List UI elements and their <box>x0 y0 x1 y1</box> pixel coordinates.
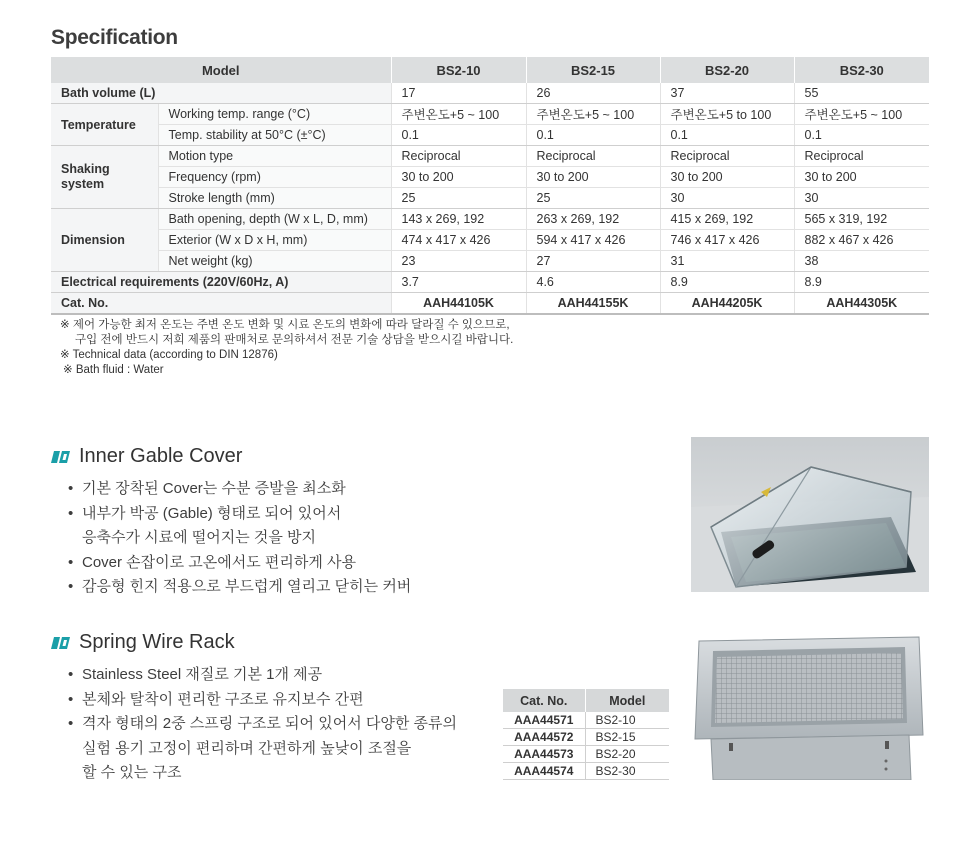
table-row <box>503 729 669 746</box>
row-label: Bath volume (L) <box>51 83 391 104</box>
row-sublabel: Frequency (rpm) <box>158 167 391 188</box>
bullet-continuation: 할 수 있는 구조 <box>82 764 182 781</box>
cell: 30 to 200 <box>391 167 526 188</box>
inner-gable-title <box>51 445 242 468</box>
table-row <box>503 763 669 780</box>
rack-cat-no: AAA44574 <box>503 763 585 780</box>
bullet-item <box>68 712 457 737</box>
section-marker-icon <box>51 636 71 650</box>
model-name: BS2-10 <box>391 57 526 83</box>
cell: 882 x 467 x 426 <box>794 230 929 251</box>
spec-notes <box>60 318 513 378</box>
row-group-label: Temperature <box>51 104 158 146</box>
row-sublabel: Exterior (W x D x H, mm) <box>158 230 391 251</box>
spec-title: Specification <box>51 26 178 49</box>
cell: 주변온도+5 ~ 100 <box>794 104 929 125</box>
row-sublabel: Temp. stability at 50°C (±°C) <box>158 125 391 146</box>
temp-stability-row <box>51 125 929 146</box>
cell: 25 <box>526 188 660 209</box>
bullet-text: 기본 장착된 Cover는 수분 증발을 최소화 <box>82 480 346 497</box>
cat-no-cell: AAH44155K <box>526 293 660 315</box>
cell: 27 <box>526 251 660 272</box>
rack-cat-table <box>503 689 669 780</box>
spring-rack-title <box>51 631 235 654</box>
cell: 8.9 <box>660 272 794 293</box>
row-label: Electrical requirements (220V/60Hz, A) <box>51 272 391 293</box>
spring-wire-rack-photo <box>691 633 929 780</box>
shaking-label-line: system <box>61 177 105 191</box>
cell: 0.1 <box>660 125 794 146</box>
cell: Reciprocal <box>660 146 794 167</box>
row-group-label: Dimension <box>51 209 158 272</box>
rack-model: BS2-10 <box>585 712 669 729</box>
model-name: BS2-15 <box>526 57 660 83</box>
cell: 17 <box>391 83 526 104</box>
rack-cat-no: AAA44571 <box>503 712 585 729</box>
model-name: BS2-20 <box>660 57 794 83</box>
inner-gable-cover-photo <box>691 437 929 592</box>
cell: 25 <box>391 188 526 209</box>
table-row <box>503 746 669 763</box>
cell: 0.1 <box>526 125 660 146</box>
cell: 30 to 200 <box>660 167 794 188</box>
rack-model: BS2-30 <box>585 763 669 780</box>
bullet-dot: • <box>68 666 74 683</box>
weight-row <box>51 251 929 272</box>
table-row <box>503 712 669 729</box>
cell: 0.1 <box>391 125 526 146</box>
motion-type-row <box>51 146 929 167</box>
bullet-item <box>68 575 411 600</box>
cat-no-cell: AAH44205K <box>660 293 794 315</box>
bullet-dot: • <box>68 578 74 595</box>
section-marker-icon <box>51 450 71 464</box>
cell: 38 <box>794 251 929 272</box>
bullet-text: Stainless Steel 재질로 기본 1개 제공 <box>82 666 323 683</box>
row-sublabel: Working temp. range (°C) <box>158 104 391 125</box>
cell: Reciprocal <box>391 146 526 167</box>
row-group-label <box>51 146 158 209</box>
bullet-item <box>68 663 457 688</box>
cell: 30 <box>660 188 794 209</box>
cell: 565 x 319, 192 <box>794 209 929 230</box>
cell: 143 x 269, 192 <box>391 209 526 230</box>
bullet-item <box>68 551 411 576</box>
model-header: Model <box>51 57 391 83</box>
temp-range-row <box>51 104 929 125</box>
bullet-text: Cover 손잡이로 고온에서도 편리하게 사용 <box>82 553 357 571</box>
bullet-continuation: 응축수가 시료에 떨어지는 것을 방지 <box>82 529 317 546</box>
cat-no-row <box>51 293 929 315</box>
cell: 30 to 200 <box>526 167 660 188</box>
spec-table <box>51 57 929 315</box>
cat-no-cell: AAH44305K <box>794 293 929 315</box>
inner-gable-bullets <box>68 477 411 600</box>
cell: 263 x 269, 192 <box>526 209 660 230</box>
bullet-text: 본체와 탈착이 편리한 구조로 유지보수 간편 <box>82 690 364 708</box>
note-line: 구입 전에 반드시 저희 제품의 판매처로 문의하셔서 전문 기술 상담을 받으시길 바랍니다. <box>75 334 514 346</box>
row-label: Cat. No. <box>51 293 391 315</box>
rack-header-cell: Model <box>585 689 669 712</box>
bullet-dot: • <box>68 504 74 522</box>
cell: Reciprocal <box>526 146 660 167</box>
section-title-text: Inner Gable Cover <box>79 445 243 467</box>
cell: 594 x 417 x 426 <box>526 230 660 251</box>
bullet-item <box>68 688 457 713</box>
section-title-text: Spring Wire Rack <box>79 631 235 653</box>
bullet-dot: • <box>68 690 74 708</box>
cell: 23 <box>391 251 526 272</box>
cell: 474 x 417 x 426 <box>391 230 526 251</box>
rack-cat-no: AAA44573 <box>503 746 585 763</box>
row-sublabel: Net weight (kg) <box>158 251 391 272</box>
row-sublabel: Bath opening, depth (W x L, D, mm) <box>158 209 391 230</box>
bullet-dot: • <box>68 480 74 497</box>
cat-no-cell: AAH44105K <box>391 293 526 315</box>
cell: 0.1 <box>794 125 929 146</box>
cell: Reciprocal <box>794 146 929 167</box>
bath-volume-row <box>51 83 929 104</box>
cell: 415 x 269, 192 <box>660 209 794 230</box>
cell: 26 <box>526 83 660 104</box>
cell: 주변온도+5 to 100 <box>660 104 794 125</box>
opening-row <box>51 209 929 230</box>
bullet-item <box>68 477 411 502</box>
row-sublabel: Motion type <box>158 146 391 167</box>
bullet-dot: • <box>68 715 74 732</box>
rack-model: BS2-15 <box>585 729 669 746</box>
cell: 746 x 417 x 426 <box>660 230 794 251</box>
cell: 4.6 <box>526 272 660 293</box>
cell: 30 to 200 <box>794 167 929 188</box>
cell: 31 <box>660 251 794 272</box>
bullet-text: 격자 형태의 2중 스프링 구조로 되어 있어서 다양한 종류의 <box>82 715 457 732</box>
bullet-text: 내부가 박공 (Gable) 형태로 되어 있어서 <box>82 504 342 522</box>
electrical-row <box>51 272 929 293</box>
note-line: ※ 제어 가능한 최저 온도는 주변 온도 변화 및 시료 온도의 변화에 따라 달라질 수 있으므로, <box>60 319 510 331</box>
frequency-row <box>51 167 929 188</box>
cell: 8.9 <box>794 272 929 293</box>
model-name: BS2-30 <box>794 57 929 83</box>
exterior-row <box>51 230 929 251</box>
row-sublabel: Stroke length (mm) <box>158 188 391 209</box>
spring-rack-bullets <box>68 663 457 786</box>
cell: 37 <box>660 83 794 104</box>
rack-table-header <box>503 689 669 712</box>
rack-model: BS2-20 <box>585 746 669 763</box>
bullet-text: 감응형 힌지 적용으로 부드럽게 열리고 닫히는 커버 <box>82 578 412 595</box>
bullet-item <box>68 502 411 527</box>
cell: 55 <box>794 83 929 104</box>
rack-cat-no: AAA44572 <box>503 729 585 746</box>
rack-header-cell: Cat. No. <box>503 689 585 712</box>
cell: 주변온도+5 ~ 100 <box>391 104 526 125</box>
bullet-dot: • <box>68 553 74 571</box>
note-line: ※ Bath fluid : Water <box>63 364 164 376</box>
spec-header-row <box>51 57 929 83</box>
shaking-label-line: Shaking <box>61 162 110 176</box>
stroke-row <box>51 188 929 209</box>
note-line: ※ Technical data (according to DIN 12876) <box>60 349 278 361</box>
bullet-continuation: 실험 용기 고정이 편리하며 간편하게 높낮이 조절을 <box>82 739 412 757</box>
cell: 3.7 <box>391 272 526 293</box>
cell: 주변온도+5 ~ 100 <box>526 104 660 125</box>
cell: 30 <box>794 188 929 209</box>
